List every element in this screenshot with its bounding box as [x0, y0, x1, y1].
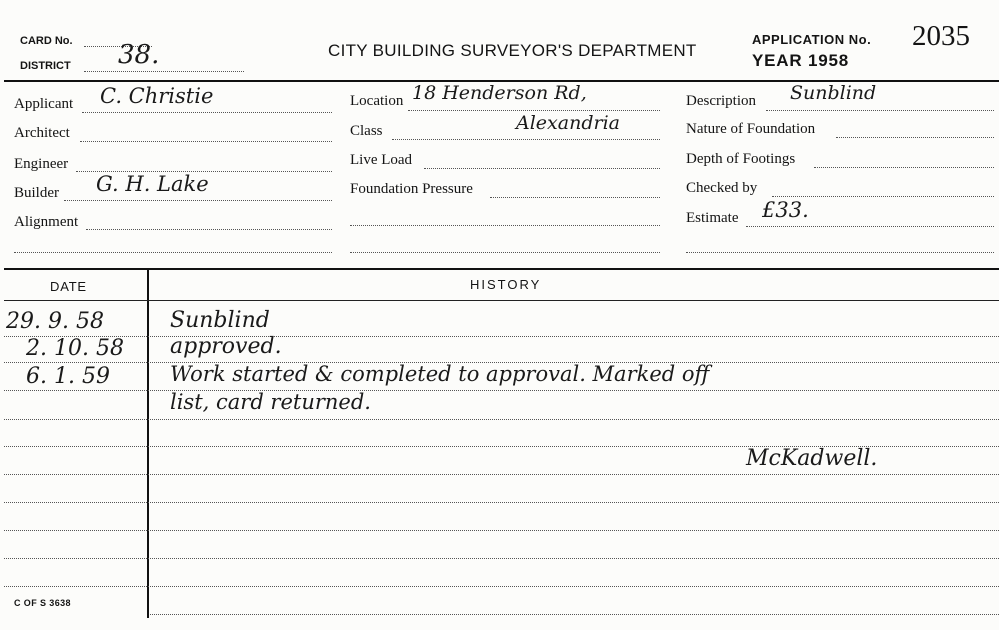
class-value: Alexandria	[516, 112, 620, 134]
history-ruled-line	[4, 474, 999, 475]
left-extra-line	[14, 252, 332, 253]
history-entry-text: list, card returned.	[170, 390, 371, 414]
history-entry-text: Sunblind	[170, 308, 270, 333]
history-ruled-line	[4, 390, 999, 391]
history-entry-date: 2. 10. 58	[26, 336, 124, 361]
application-number: 2035	[912, 20, 970, 52]
year-label: YEAR 1958	[752, 51, 849, 70]
location-line	[408, 110, 660, 111]
history-entry-date: 29. 9. 58	[6, 309, 104, 334]
signature: McKadwell.	[746, 446, 878, 471]
middle-extra-line-1	[350, 225, 660, 226]
middle-extra-line-2	[350, 252, 660, 253]
nature-of-foundation-label: Nature of Foundation	[686, 121, 816, 137]
history-header: HISTORY	[470, 277, 542, 292]
history-top-rule	[4, 268, 999, 270]
history-entry-text: approved.	[170, 334, 282, 359]
builder-line	[64, 200, 332, 201]
history-ruled-line	[4, 502, 999, 503]
description-value: Sunblind	[790, 82, 877, 104]
architect-label: Architect	[14, 125, 70, 141]
nature-of-foundation-line	[836, 137, 994, 138]
applicant-line	[82, 112, 332, 113]
history-ruled-line	[4, 336, 999, 337]
district-line	[84, 71, 244, 72]
live-load-line	[424, 168, 660, 169]
alignment-label: Alignment	[14, 214, 79, 230]
history-entry-date: 6. 1. 59	[26, 364, 110, 389]
architect-line	[80, 141, 332, 142]
date-header: DATE	[50, 279, 87, 294]
card-no-value: 38.	[118, 40, 160, 70]
location-label: Location	[350, 93, 404, 109]
card-no-label: CARD No.	[20, 35, 73, 47]
applicant-label: Applicant	[14, 96, 74, 112]
estimate-value: £33.	[762, 198, 809, 222]
date-column-divider	[147, 268, 149, 618]
estimate-label: Estimate	[686, 210, 739, 226]
alignment-line	[86, 229, 332, 230]
department-title: CITY BUILDING SURVEYOR'S DEPARTMENT	[328, 41, 697, 60]
history-ruled-line	[4, 530, 999, 531]
checked-by-line	[772, 196, 994, 197]
applicant-value: C. Christie	[100, 84, 214, 108]
history-ruled-line	[4, 558, 999, 559]
history-ruled-line	[4, 586, 999, 587]
builder-value: G. H. Lake	[96, 172, 209, 196]
history-ruled-line	[150, 614, 999, 615]
checked-by-label: Checked by	[686, 180, 758, 196]
form-code: C OF S 3638	[14, 598, 71, 608]
class-line	[392, 139, 660, 140]
description-label: Description	[686, 93, 756, 109]
class-label: Class	[350, 123, 383, 139]
foundation-pressure-label: Foundation Pressure	[350, 181, 473, 197]
application-label: APPLICATION No.	[752, 32, 872, 47]
engineer-label: Engineer	[14, 156, 69, 172]
district-label: DISTRICT	[20, 60, 71, 72]
builder-label: Builder	[14, 185, 59, 201]
history-header-rule	[4, 300, 999, 301]
estimate-line	[746, 226, 994, 227]
right-extra-line	[686, 252, 994, 253]
depth-of-footings-line	[814, 167, 994, 168]
history-entry-text: Work started & completed to approval. Marked off	[170, 362, 710, 386]
foundation-pressure-line	[490, 197, 660, 198]
depth-of-footings-label: Depth of Footings	[686, 151, 796, 167]
location-value: 18 Henderson Rd,	[412, 82, 587, 104]
live-load-label: Live Load	[350, 152, 413, 168]
history-ruled-line	[4, 419, 999, 420]
description-line	[766, 110, 994, 111]
